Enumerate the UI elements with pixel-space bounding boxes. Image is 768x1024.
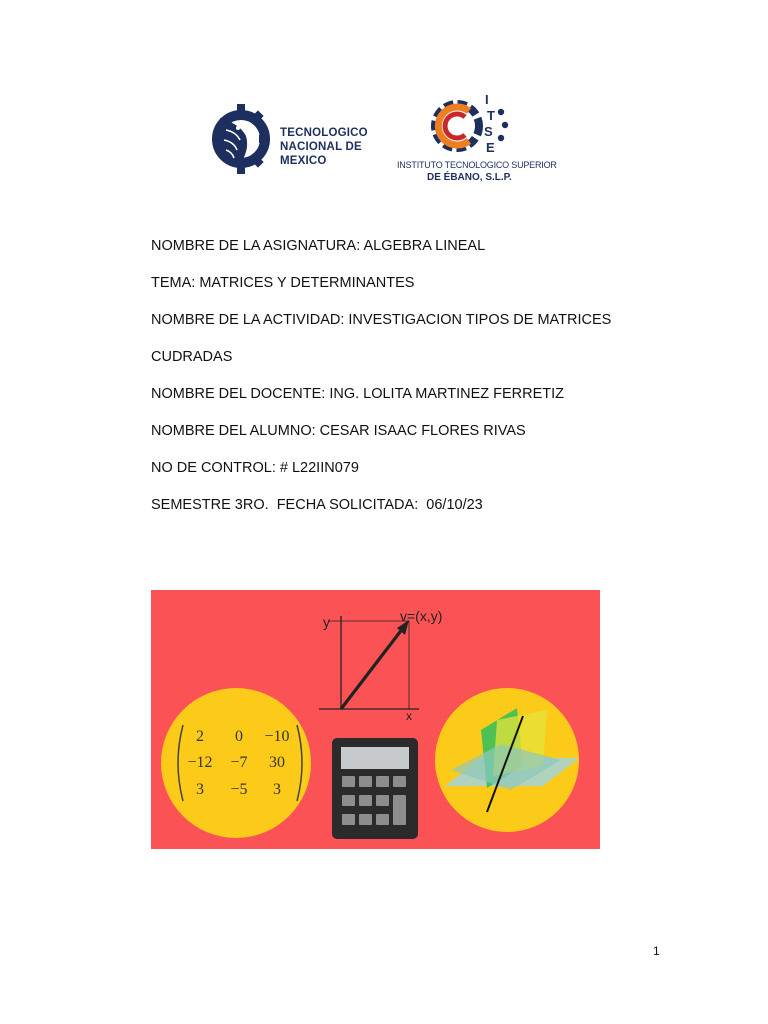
axis-y-label: y [323, 614, 330, 630]
tecnm-logo [210, 96, 405, 182]
vector-label: v=(x,y) [400, 608, 443, 624]
header-logos [205, 92, 565, 192]
itse-subtitle-2: DE ÉBANO, S.L.P. [427, 172, 512, 183]
matrix-cell: 0 [235, 728, 243, 745]
matrix-cell: −5 [230, 781, 248, 798]
axis-x-label: x [406, 709, 412, 723]
info-line-teacher: NOMBRE DEL DOCENTE: ING. LOLITA MARTINEZ FERRETIZ [151, 386, 565, 402]
itse-logo [395, 92, 565, 192]
cover-info [151, 236, 671, 532]
info-line-activity: NOMBRE DE LA ACTIVIDAD: INVESTIGACION TIPOS DE MATRICES [151, 312, 612, 328]
info-line-control: NO DE CONTROL: # L22IIN079 [151, 460, 359, 476]
itse-gear-icon [395, 92, 565, 162]
algebra-illustration-svg [151, 590, 600, 849]
tecnm-gear-eagle-icon [210, 96, 272, 182]
vector-diagram [319, 616, 419, 709]
tecnm-name-line1: TECNOLOGICO [280, 127, 368, 139]
info-line-semester-date: SEMESTRE 3RO. FECHA SOLICITADA: 06/10/23 [151, 497, 483, 513]
info-line-activity-cont: CUDRADAS [151, 349, 233, 365]
tecnm-name [280, 126, 405, 168]
info-line-student: NOMBRE DEL ALUMNO: CESAR ISAAC FLORES RIVAS [151, 423, 526, 439]
itse-letter-i: I [485, 92, 489, 107]
itse-letter-s: S [484, 124, 493, 139]
matrix-cell: −10 [264, 728, 290, 745]
matrix-cell: −12 [187, 754, 213, 771]
info-line-subject: NOMBRE DE LA ASIGNATURA: ALGEBRA LINEAL [151, 238, 486, 254]
tecnm-name-line2: NACIONAL DE MEXICO [280, 141, 362, 167]
itse-subtitle-1: INSTITUTO TECNOLOGICO SUPERIOR [397, 160, 557, 170]
matrix-cell: 2 [196, 728, 204, 745]
matrix-cell: 3 [273, 781, 281, 798]
page-number: 1 [653, 944, 660, 958]
info-line-topic: TEMA: MATRICES Y DETERMINANTES [151, 275, 415, 291]
matrix-cell: −7 [230, 754, 248, 771]
itse-letter-e: E [486, 140, 495, 155]
itse-letter-t: T [487, 108, 495, 123]
calculator-icon [332, 738, 418, 839]
algebra-illustration [151, 590, 600, 849]
matrix-cell: 3 [196, 781, 204, 798]
matrix-cell: 30 [269, 754, 285, 771]
